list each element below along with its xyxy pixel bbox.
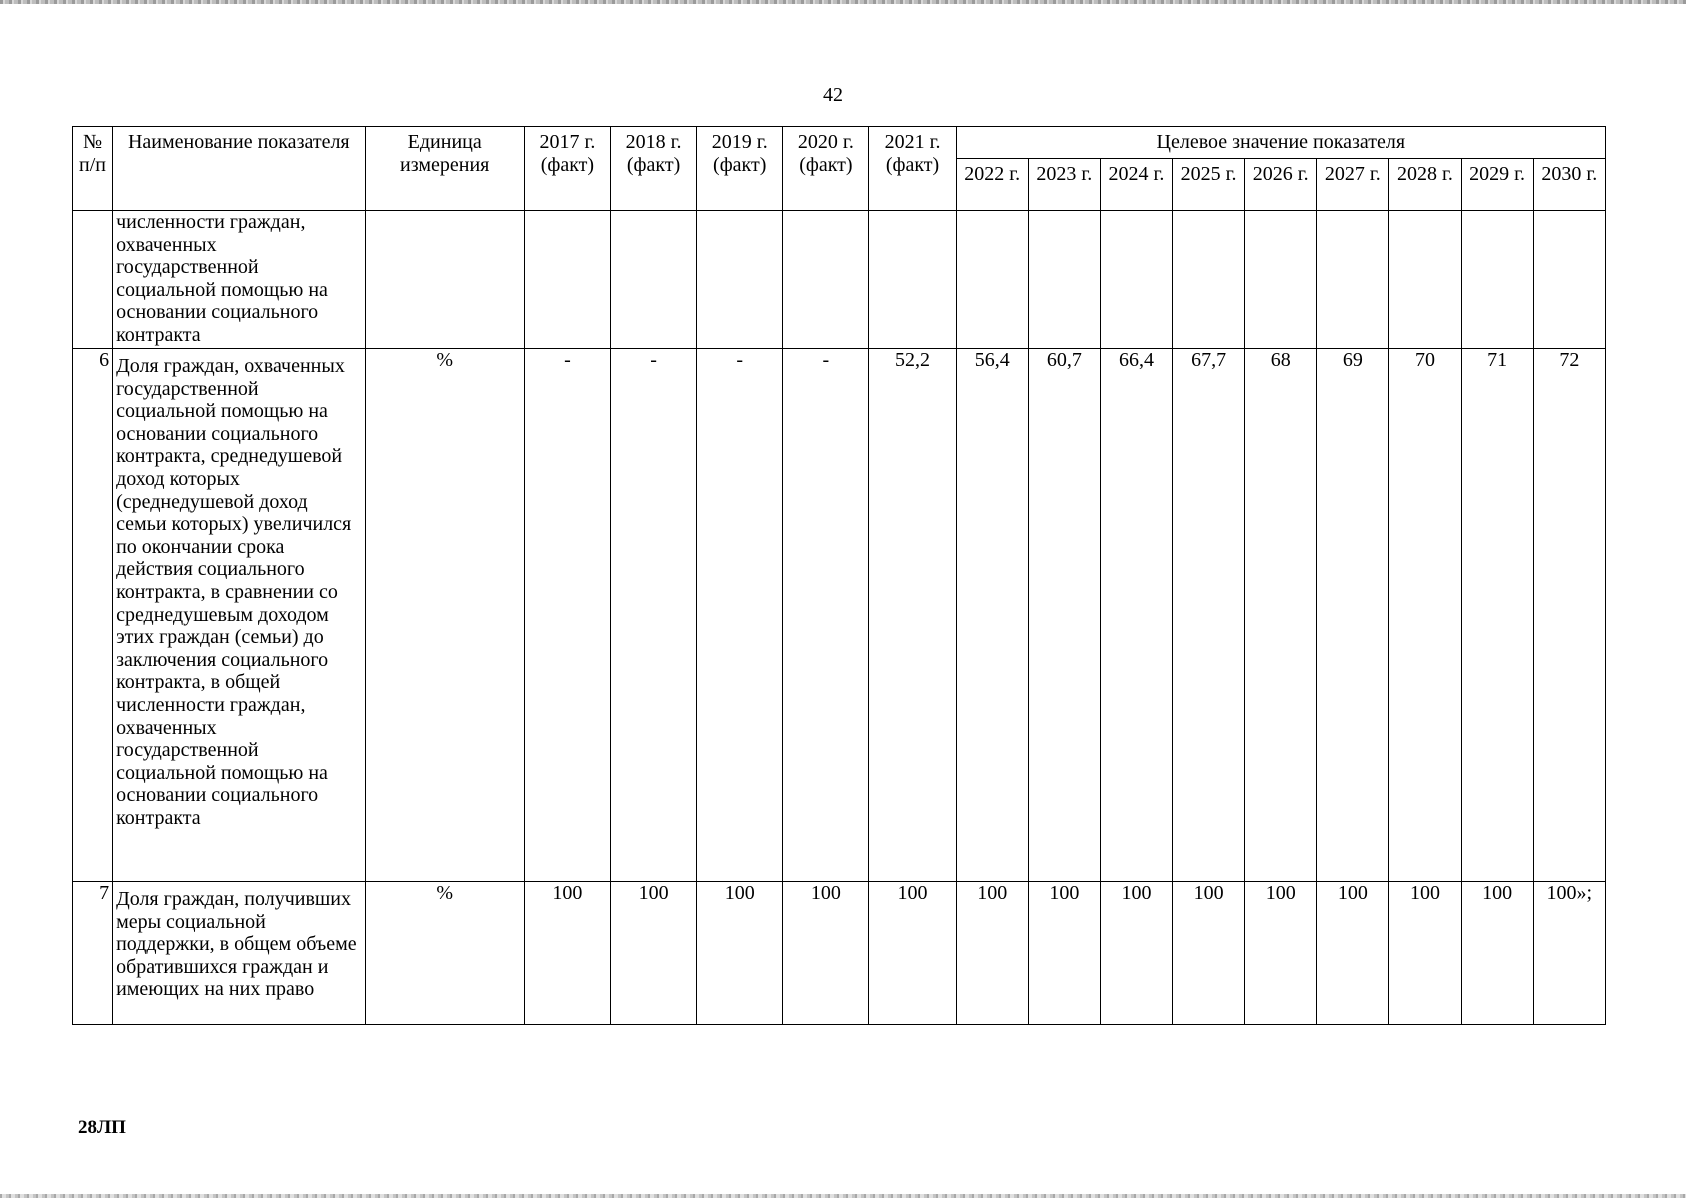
- header-target-2022: 2022 г.: [956, 159, 1028, 211]
- row-target-2028: 70: [1389, 349, 1461, 882]
- header-num: № п/п: [73, 127, 113, 211]
- row-target-2024: 100: [1100, 882, 1172, 1025]
- header-fact-2017: 2017 г. (факт): [524, 127, 610, 211]
- header-target-2023: 2023 г.: [1028, 159, 1100, 211]
- row-target-2030: 72: [1533, 349, 1605, 882]
- row-fact-2019: -: [697, 349, 783, 882]
- row-target-2022: 100: [956, 882, 1028, 1025]
- scan-edge-top: [0, 0, 1686, 4]
- header-target-2028: 2028 г.: [1389, 159, 1461, 211]
- footer-document-code: 28ЛП: [78, 1117, 126, 1138]
- header-target-2025: 2025 г.: [1173, 159, 1245, 211]
- row-target-2024: 66,4: [1100, 349, 1172, 882]
- header-unit: Единица измерения: [365, 127, 524, 211]
- row-target-2029: 100: [1461, 882, 1533, 1025]
- row-target-2026: 100: [1245, 882, 1317, 1025]
- header-name: Наименование показателя: [113, 127, 365, 211]
- row-fact-2020: -: [783, 349, 869, 882]
- row-name: Доля граждан, охваченных государственной социальной помощью на основании социального контракта, среднедушевой доход которых (среднедушевой доход семьи которых) увеличился по окончании срока действия социального контракта, в сравнении со среднедушевым доходом этих граждан (семьи) до заключения социального контракта, в общей численности граждан, охваченных государственной социальной помощью на основании социального контракта: [113, 349, 365, 882]
- row-target-2023: 100: [1028, 882, 1100, 1025]
- row-name: Доля граждан, получивших меры социальной поддержки, в общем объеме обратившихся граждан и имеющих на них право: [113, 882, 365, 1025]
- row-fact-2017: [524, 211, 610, 349]
- row-target-2029: 71: [1461, 349, 1533, 882]
- row-fact-2020: [783, 211, 869, 349]
- row-target-2025: [1173, 211, 1245, 349]
- row-fact-2018: [611, 211, 697, 349]
- row-name: численности граждан, охваченных государственной социальной помощью на основании социального контракта: [113, 211, 365, 349]
- row-num: [73, 211, 113, 349]
- scan-edge-bottom: [0, 1194, 1686, 1198]
- row-target-2030: 100»;: [1533, 882, 1605, 1025]
- row-target-2022: [956, 211, 1028, 349]
- row-fact-2017: 100: [524, 882, 610, 1025]
- header-target-2030: 2030 г.: [1533, 159, 1605, 211]
- row-fact-2019: 100: [697, 882, 783, 1025]
- row-unit: %: [365, 349, 524, 882]
- row-target-2028: [1389, 211, 1461, 349]
- row-fact-2017: -: [524, 349, 610, 882]
- row-target-2028: 100: [1389, 882, 1461, 1025]
- row-target-2027: [1317, 211, 1389, 349]
- row-num: 7: [73, 882, 113, 1025]
- header-fact-2020: 2020 г. (факт): [783, 127, 869, 211]
- row-fact-2021: 100: [869, 882, 956, 1025]
- row-target-2025: 100: [1173, 882, 1245, 1025]
- row-fact-2021: 52,2: [869, 349, 956, 882]
- table-row: [73, 349, 1606, 882]
- header-target-group: Целевое значение показателя: [956, 127, 1605, 159]
- table-row: [73, 211, 1606, 349]
- header-fact-2021: 2021 г. (факт): [869, 127, 956, 211]
- row-target-2027: 100: [1317, 882, 1389, 1025]
- header-target-2029: 2029 г.: [1461, 159, 1533, 211]
- row-target-2026: [1245, 211, 1317, 349]
- row-fact-2018: 100: [611, 882, 697, 1025]
- row-unit: %: [365, 882, 524, 1025]
- row-num: 6: [73, 349, 113, 882]
- row-target-2026: 68: [1245, 349, 1317, 882]
- row-target-2023: [1028, 211, 1100, 349]
- header-target-2026: 2026 г.: [1245, 159, 1317, 211]
- row-target-2025: 67,7: [1173, 349, 1245, 882]
- row-target-2030: [1533, 211, 1605, 349]
- row-target-2027: 69: [1317, 349, 1389, 882]
- row-unit: [365, 211, 524, 349]
- page-number: 42: [823, 84, 843, 106]
- row-fact-2020: 100: [783, 882, 869, 1025]
- row-target-2022: 56,4: [956, 349, 1028, 882]
- header-fact-2018: 2018 г. (факт): [611, 127, 697, 211]
- row-fact-2018: -: [611, 349, 697, 882]
- table-row: [73, 882, 1606, 1025]
- row-target-2024: [1100, 211, 1172, 349]
- row-target-2029: [1461, 211, 1533, 349]
- indicators-table: [72, 126, 1606, 1025]
- header-target-2024: 2024 г.: [1100, 159, 1172, 211]
- row-target-2023: 60,7: [1028, 349, 1100, 882]
- row-fact-2021: [869, 211, 956, 349]
- header-fact-2019: 2019 г. (факт): [697, 127, 783, 211]
- row-fact-2019: [697, 211, 783, 349]
- header-target-2027: 2027 г.: [1317, 159, 1389, 211]
